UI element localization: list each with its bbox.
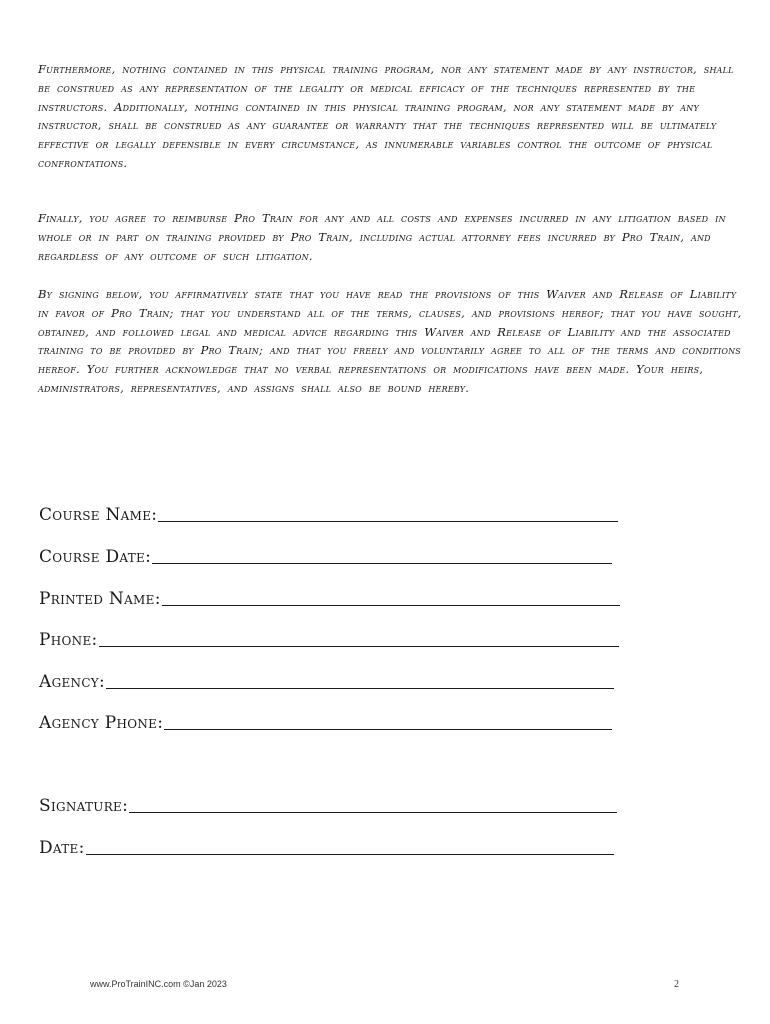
- signature-field-row: [39, 792, 617, 816]
- agency-phone-field-row: [39, 709, 612, 733]
- signature-label: Signature:: [39, 796, 129, 816]
- agency-label: Agency:: [39, 672, 106, 692]
- phone-label: Phone:: [39, 630, 98, 650]
- printed-name-field-row: [39, 585, 620, 609]
- course-name-field-row: [39, 501, 618, 525]
- agency-input-line[interactable]: [106, 670, 614, 689]
- course-name-label: Course Name:: [39, 505, 158, 525]
- phone-field-row: [39, 626, 619, 650]
- date-field-row: [39, 834, 614, 858]
- agency-phone-label: Agency Phone:: [39, 713, 164, 733]
- course-date-input-line[interactable]: [152, 545, 612, 564]
- agency-field-row: [39, 668, 614, 692]
- phone-input-line[interactable]: [99, 628, 619, 647]
- paragraph-reimbursement: Finally, you agree to reimburse Pro Train for any and all costs and expenses incurred in any litigation based in whole or in part on training provided by Pro Train, including actual attorney fees incurred by Pro Train, and regardless of any outcome of such litigation.: [38, 211, 726, 263]
- date-label: Date:: [39, 838, 85, 858]
- footer-website-copyright: www.ProTrainINC.com ©Jan 2023: [90, 979, 227, 989]
- signature-input-line[interactable]: [129, 794, 617, 813]
- paragraph-acknowledgement: By signing below, you affirmatively state that you have read the provisions of this Waiver and Release of Liability in favor of Pro Train; that you understand all of the terms, clauses, and provisions hereof; that you have sought, obtained, and followed legal and medical advice regarding this Waiver and Release of Liability and the associated training to be provided by Pro Train; and that you freely and voluntarily agree to all of the terms and conditions hereof. You further acknowledge that no verbal representations or modifications have been made. Your heirs, administrators, representatives, and assigns shall also be bound hereby.: [38, 287, 742, 395]
- course-name-input-line[interactable]: [158, 503, 618, 522]
- footer-page-number: 2: [674, 979, 679, 990]
- agency-phone-input-line[interactable]: [164, 711, 612, 730]
- printed-name-label: Printed Name:: [39, 589, 161, 609]
- printed-name-input-line[interactable]: [162, 587, 620, 606]
- date-input-line[interactable]: [86, 836, 614, 855]
- course-date-field-row: [39, 543, 612, 567]
- course-date-label: Course Date:: [39, 547, 152, 567]
- paragraph-disclaimer: Furthermore, nothing contained in this physical training program, nor any statement made by any instructor, shall be construed as any representation of the legality or medical efficacy of the techniques represented by the instructors. Additionally, nothing contained in this physical training program, nor any statement made by any instructor, shall be construed as any guarantee or warranty that the techniques represented will be ultimately effective or legally defensible in every circumstance, as innumerable variables control the outcome of physical confrontations.: [38, 62, 734, 170]
